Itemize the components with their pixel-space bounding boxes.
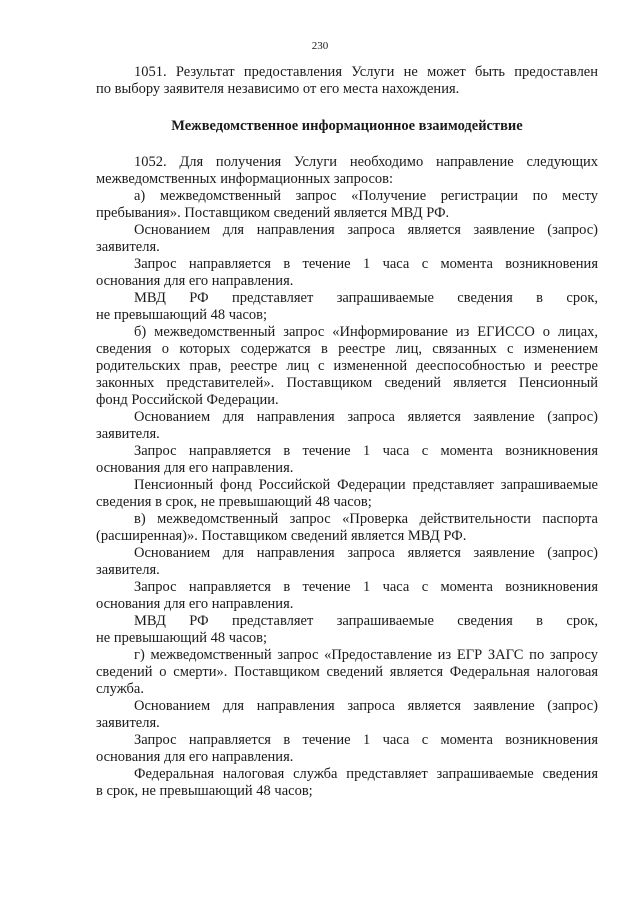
text-line: по выбору заявителя независимо от его места нахождения. (96, 81, 460, 97)
text-line: 1051. Результат предоставления Услуги не может быть предоставлен (134, 64, 598, 80)
paragraph-timing (96, 732, 598, 766)
text-line: Запрос направляется в течение 1 часа с момента возникновения (134, 732, 598, 748)
paragraph-basis (96, 698, 598, 732)
text-line: в срок, не превышающий 48 часов; (96, 783, 313, 799)
text-line: б) межведомственный запрос «Информирование из ЕГИССО о лицах, (134, 324, 598, 340)
paragraph-basis (96, 222, 598, 256)
text-line: основания для его направления. (96, 460, 294, 476)
text-line: Запрос направляется в течение 1 часа с момента возникновения (134, 579, 598, 595)
text-line: г) межведомственный запрос «Предоставление из ЕГР ЗАГС по запросу (134, 647, 598, 663)
text-line: Основанием для направления запроса является заявление (запрос) (134, 698, 598, 714)
text-line: заявителя. (96, 562, 160, 578)
text-line: заявителя. (96, 239, 160, 255)
text-line: Основанием для направления запроса является заявление (запрос) (134, 545, 598, 561)
section-heading: Межведомственное информационное взаимодействие (171, 118, 523, 134)
paragraph-provider-response (96, 613, 598, 647)
text-line: пребывания». Поставщиком сведений является МВД РФ. (96, 205, 450, 221)
document-body (96, 64, 598, 800)
paragraph-timing (96, 256, 598, 290)
text-line: Запрос направляется в течение 1 часа с момента возникновения (134, 443, 598, 459)
page-number: 230 (311, 40, 329, 52)
paragraph-item-a (96, 188, 598, 222)
paragraph-timing (96, 579, 598, 613)
paragraph-provider-response (96, 290, 598, 324)
paragraph-basis (96, 409, 598, 443)
paragraph-provider-response (96, 477, 598, 511)
text-line: родительских прав, реестре лиц с измененной дееспособностью и реестре (96, 358, 598, 374)
text-line: фонд Российской Федерации. (96, 392, 279, 408)
paragraph-item-b (96, 324, 598, 409)
text-line: а) межведомственный запрос «Получение регистрации по месту (134, 188, 598, 204)
text-line: Основанием для направления запроса является заявление (запрос) (134, 409, 598, 425)
text-line: сведений о смерти». Поставщиком сведений является Федеральная налоговая (96, 664, 598, 680)
text-line: заявителя. (96, 426, 160, 442)
text-line: не превышающий 48 часов; (96, 307, 268, 323)
text-line: в) межведомственный запрос «Проверка действительности паспорта (134, 511, 598, 527)
paragraph-item-d (96, 647, 598, 698)
paragraph-1051 (96, 64, 598, 98)
text-line: основания для его направления. (96, 596, 294, 612)
text-line: сведения в срок, не превышающий 48 часов; (96, 494, 372, 510)
text-line: Пенсионный фонд Российской Федерации представляет запрашиваемые (134, 477, 598, 493)
text-line: Основанием для направления запроса является заявление (запрос) (134, 222, 598, 238)
paragraph-provider-response (96, 766, 598, 800)
paragraph-1052 (96, 154, 598, 188)
text-line: межведомственных информационных запросов: (96, 171, 394, 187)
text-line: МВД РФ представляет запрашиваемые сведения в срок, (134, 290, 598, 306)
text-line: законных представителей». Поставщиком сведений является Пенсионный (96, 375, 598, 391)
text-line: Запрос направляется в течение 1 часа с момента возникновения (134, 256, 598, 272)
text-line: (расширенная)». Поставщиком сведений является МВД РФ. (96, 528, 467, 544)
paragraph-basis (96, 545, 598, 579)
text-line: 1052. Для получения Услуги необходимо направление следующих (134, 154, 598, 170)
text-line: основания для его направления. (96, 273, 294, 289)
text-line: служба. (96, 681, 144, 697)
paragraph-item-c (96, 511, 598, 545)
text-line: Федеральная налоговая служба представляет запрашиваемые сведения (134, 766, 598, 782)
text-line: сведения о которых содержатся в реестре лиц, связанных с изменением (96, 341, 598, 357)
paragraph-timing (96, 443, 598, 477)
text-line: не превышающий 48 часов; (96, 630, 268, 646)
text-line: основания для его направления. (96, 749, 294, 765)
text-line: МВД РФ представляет запрашиваемые сведения в срок, (134, 613, 598, 629)
text-line: заявителя. (96, 715, 160, 731)
